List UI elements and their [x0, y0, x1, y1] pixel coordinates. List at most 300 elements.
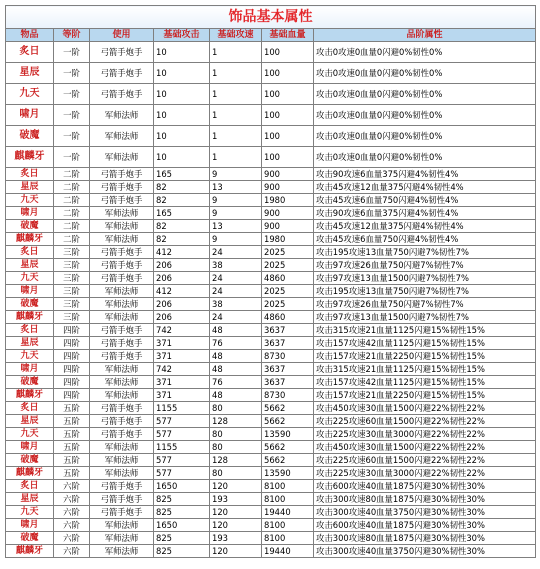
table-row — [6, 311, 536, 324]
tier-attributes-cell: 攻击157攻速42血量1125闪避15%韧性15% — [314, 337, 536, 350]
table-row — [6, 467, 536, 480]
base-attack-speed-cell: 120 — [210, 519, 262, 532]
base-attack-cell: 1155 — [154, 402, 210, 415]
table-row — [6, 105, 536, 126]
tier-cell: 二阶 — [54, 194, 90, 207]
base-attack-speed-cell: 9 — [210, 194, 262, 207]
base-attack-cell: 412 — [154, 246, 210, 259]
usage-cell: 弓箭手炮手 — [90, 350, 154, 363]
tier-attributes-cell: 攻击450攻速30血量1500闪避22%韧性22% — [314, 402, 536, 415]
tier-attributes-cell: 攻击157攻速21血量2250闪避15%韧性15% — [314, 350, 536, 363]
tier-attributes-cell: 攻击225攻速60血量1500闪避22%韧性22% — [314, 454, 536, 467]
tier-attributes-cell: 攻击45攻速6血量750闪避4%韧性4% — [314, 194, 536, 207]
tier-cell: 一阶 — [54, 105, 90, 126]
base-attack-speed-cell: 128 — [210, 454, 262, 467]
base-attack-cell: 577 — [154, 467, 210, 480]
base-attack-cell: 10 — [154, 126, 210, 147]
tier-attributes-cell: 攻击315攻速21血量1125闪避15%韧性15% — [314, 363, 536, 376]
base-attack-cell: 577 — [154, 454, 210, 467]
base-attack-cell: 371 — [154, 389, 210, 402]
base-attack-speed-cell: 1 — [210, 147, 262, 168]
base-attack-cell: 82 — [154, 220, 210, 233]
base-attack-speed-cell: 1 — [210, 63, 262, 84]
usage-cell: 弓箭手炮手 — [90, 324, 154, 337]
tier-cell: 三阶 — [54, 298, 90, 311]
base-attack-speed-cell: 193 — [210, 532, 262, 545]
base-attack-speed-cell: 24 — [210, 246, 262, 259]
usage-cell: 弓箭手炮手 — [90, 63, 154, 84]
base-hp-cell: 3637 — [262, 324, 314, 337]
header-tier-attributes: 品阶属性 — [314, 29, 536, 42]
base-attack-speed-cell: 24 — [210, 272, 262, 285]
usage-cell: 军师法师 — [90, 233, 154, 246]
table-body — [6, 42, 536, 558]
table-row — [6, 428, 536, 441]
base-hp-cell: 8100 — [262, 493, 314, 506]
accessory-attribute-table — [5, 5, 536, 558]
base-attack-speed-cell: 24 — [210, 285, 262, 298]
base-attack-cell: 10 — [154, 63, 210, 84]
base-attack-cell: 165 — [154, 168, 210, 181]
base-attack-speed-cell: 1 — [210, 105, 262, 126]
table-row — [6, 480, 536, 493]
base-attack-cell: 10 — [154, 84, 210, 105]
base-attack-cell: 825 — [154, 545, 210, 558]
usage-cell: 弓箭手炮手 — [90, 402, 154, 415]
usage-cell: 弓箭手炮手 — [90, 194, 154, 207]
usage-cell: 军师法师 — [90, 389, 154, 402]
base-hp-cell: 4860 — [262, 311, 314, 324]
header-base-attack: 基础攻击 — [154, 29, 210, 42]
table-row — [6, 147, 536, 168]
tier-cell: 一阶 — [54, 84, 90, 105]
tier-attributes-cell: 攻击450攻速30血量1500闪避22%韧性22% — [314, 441, 536, 454]
usage-cell: 弓箭手炮手 — [90, 428, 154, 441]
tier-cell: 三阶 — [54, 259, 90, 272]
base-attack-cell: 165 — [154, 207, 210, 220]
item-name-cell: 麒麟牙 — [6, 233, 54, 246]
table-row — [6, 532, 536, 545]
tier-cell: 六阶 — [54, 532, 90, 545]
tier-cell: 六阶 — [54, 493, 90, 506]
usage-cell: 弓箭手炮手 — [90, 84, 154, 105]
usage-cell: 军师法师 — [90, 285, 154, 298]
base-attack-speed-cell: 193 — [210, 493, 262, 506]
base-hp-cell: 100 — [262, 42, 314, 63]
base-hp-cell: 5662 — [262, 454, 314, 467]
tier-cell: 五阶 — [54, 454, 90, 467]
table-row — [6, 545, 536, 558]
table-row — [6, 441, 536, 454]
usage-cell: 军师法师 — [90, 519, 154, 532]
tier-attributes-cell: 攻击0攻速0血量0闪避0%韧性0% — [314, 126, 536, 147]
item-name-cell: 炙日 — [6, 246, 54, 259]
tier-cell: 四阶 — [54, 337, 90, 350]
table-row — [6, 506, 536, 519]
tier-attributes-cell: 攻击0攻速0血量0闪避0%韧性0% — [314, 147, 536, 168]
item-name-cell: 炙日 — [6, 42, 54, 63]
base-attack-cell: 371 — [154, 337, 210, 350]
tier-attributes-cell: 攻击600攻速40血量1875闪避30%韧性30% — [314, 519, 536, 532]
base-attack-speed-cell: 9 — [210, 168, 262, 181]
base-hp-cell: 13590 — [262, 467, 314, 480]
base-hp-cell: 5662 — [262, 402, 314, 415]
tier-attributes-cell: 攻击315攻速21血量1125闪避15%韧性15% — [314, 324, 536, 337]
item-name-cell: 麒麟牙 — [6, 311, 54, 324]
base-hp-cell: 19440 — [262, 506, 314, 519]
header-row — [6, 29, 536, 42]
usage-cell: 弓箭手炮手 — [90, 181, 154, 194]
item-name-cell: 炙日 — [6, 324, 54, 337]
tier-cell: 一阶 — [54, 126, 90, 147]
table-row — [6, 63, 536, 84]
table-row — [6, 493, 536, 506]
usage-cell: 军师法师 — [90, 376, 154, 389]
item-name-cell: 九天 — [6, 428, 54, 441]
tier-attributes-cell: 攻击45攻速12血量375闪避4%韧性4% — [314, 220, 536, 233]
table-row — [6, 285, 536, 298]
table-row — [6, 194, 536, 207]
base-attack-cell: 206 — [154, 298, 210, 311]
header-base-hp: 基础血量 — [262, 29, 314, 42]
usage-cell: 弓箭手炮手 — [90, 168, 154, 181]
table-row — [6, 207, 536, 220]
usage-cell: 军师法师 — [90, 467, 154, 480]
table-row — [6, 402, 536, 415]
base-hp-cell: 3637 — [262, 376, 314, 389]
tier-cell: 五阶 — [54, 428, 90, 441]
item-name-cell: 炙日 — [6, 480, 54, 493]
table-row — [6, 259, 536, 272]
table-row — [6, 298, 536, 311]
table-row — [6, 233, 536, 246]
tier-cell: 三阶 — [54, 272, 90, 285]
table-row — [6, 220, 536, 233]
base-attack-speed-cell: 80 — [210, 467, 262, 480]
base-attack-cell: 10 — [154, 147, 210, 168]
usage-cell: 军师法师 — [90, 126, 154, 147]
item-name-cell: 啸月 — [6, 441, 54, 454]
item-name-cell: 麒麟牙 — [6, 467, 54, 480]
table-row — [6, 519, 536, 532]
tier-cell: 五阶 — [54, 402, 90, 415]
base-hp-cell: 2025 — [262, 259, 314, 272]
item-name-cell: 麒麟牙 — [6, 389, 54, 402]
usage-cell: 弓箭手炮手 — [90, 259, 154, 272]
header-usage: 使用 — [90, 29, 154, 42]
base-hp-cell: 8100 — [262, 519, 314, 532]
tier-attributes-cell: 攻击225攻速30血量3000闪避22%韧性22% — [314, 467, 536, 480]
tier-attributes-cell: 攻击97攻速26血量750闪避7%韧性7% — [314, 298, 536, 311]
tier-cell: 五阶 — [54, 415, 90, 428]
base-hp-cell: 8730 — [262, 350, 314, 363]
item-name-cell: 炙日 — [6, 402, 54, 415]
base-attack-speed-cell: 38 — [210, 259, 262, 272]
tier-attributes-cell: 攻击157攻速42血量1125闪避15%韧性15% — [314, 376, 536, 389]
base-hp-cell: 3637 — [262, 337, 314, 350]
base-hp-cell: 13590 — [262, 428, 314, 441]
item-name-cell: 破魔 — [6, 126, 54, 147]
item-name-cell: 啸月 — [6, 105, 54, 126]
usage-cell: 军师法师 — [90, 147, 154, 168]
base-hp-cell: 900 — [262, 220, 314, 233]
tier-attributes-cell: 攻击225攻速60血量1500闪避22%韧性22% — [314, 415, 536, 428]
table-title: 饰品基本属性 — [6, 6, 536, 29]
base-attack-cell: 742 — [154, 363, 210, 376]
tier-attributes-cell: 攻击600攻速40血量1875闪避30%韧性30% — [314, 480, 536, 493]
tier-attributes-cell: 攻击0攻速0血量0闪避0%韧性0% — [314, 42, 536, 63]
base-attack-speed-cell: 48 — [210, 324, 262, 337]
item-name-cell: 啸月 — [6, 207, 54, 220]
base-attack-cell: 371 — [154, 376, 210, 389]
base-hp-cell: 900 — [262, 207, 314, 220]
usage-cell: 军师法师 — [90, 363, 154, 376]
usage-cell: 弓箭手炮手 — [90, 506, 154, 519]
base-attack-cell: 742 — [154, 324, 210, 337]
base-hp-cell: 5662 — [262, 415, 314, 428]
tier-attributes-cell: 攻击97攻速13血量1500闪避7%韧性7% — [314, 311, 536, 324]
base-hp-cell: 100 — [262, 84, 314, 105]
base-attack-speed-cell: 13 — [210, 181, 262, 194]
item-name-cell: 啸月 — [6, 285, 54, 298]
base-attack-cell: 82 — [154, 194, 210, 207]
table-row — [6, 350, 536, 363]
tier-attributes-cell: 攻击195攻速13血量750闪避7%韧性7% — [314, 246, 536, 259]
item-name-cell: 啸月 — [6, 519, 54, 532]
base-hp-cell: 8100 — [262, 532, 314, 545]
tier-cell: 一阶 — [54, 63, 90, 84]
tier-attributes-cell: 攻击45攻速12血量375闪避4%韧性4% — [314, 181, 536, 194]
base-hp-cell: 3637 — [262, 363, 314, 376]
tier-cell: 五阶 — [54, 441, 90, 454]
item-name-cell: 啸月 — [6, 363, 54, 376]
usage-cell: 弓箭手炮手 — [90, 493, 154, 506]
base-attack-speed-cell: 80 — [210, 402, 262, 415]
tier-cell: 六阶 — [54, 519, 90, 532]
base-attack-cell: 412 — [154, 285, 210, 298]
usage-cell: 弓箭手炮手 — [90, 246, 154, 259]
base-attack-speed-cell: 13 — [210, 220, 262, 233]
base-hp-cell: 1980 — [262, 194, 314, 207]
item-name-cell: 九天 — [6, 272, 54, 285]
tier-attributes-cell: 攻击0攻速0血量0闪避0%韧性0% — [314, 63, 536, 84]
base-hp-cell: 8730 — [262, 389, 314, 402]
table-row — [6, 415, 536, 428]
base-attack-speed-cell: 9 — [210, 233, 262, 246]
table-row — [6, 126, 536, 147]
base-attack-speed-cell: 9 — [210, 207, 262, 220]
item-name-cell: 星辰 — [6, 337, 54, 350]
item-name-cell: 破魔 — [6, 532, 54, 545]
base-attack-cell: 10 — [154, 105, 210, 126]
base-attack-cell: 825 — [154, 506, 210, 519]
base-attack-speed-cell: 80 — [210, 441, 262, 454]
usage-cell: 军师法师 — [90, 532, 154, 545]
base-attack-speed-cell: 120 — [210, 545, 262, 558]
item-name-cell: 麒麟牙 — [6, 147, 54, 168]
attribute-table-container — [5, 5, 535, 558]
base-attack-cell: 1650 — [154, 519, 210, 532]
item-name-cell: 破魔 — [6, 454, 54, 467]
base-attack-cell: 577 — [154, 415, 210, 428]
base-attack-cell: 577 — [154, 428, 210, 441]
tier-cell: 一阶 — [54, 42, 90, 63]
item-name-cell: 星辰 — [6, 415, 54, 428]
table-row — [6, 376, 536, 389]
item-name-cell: 破魔 — [6, 376, 54, 389]
tier-cell: 二阶 — [54, 233, 90, 246]
base-attack-speed-cell: 24 — [210, 311, 262, 324]
base-attack-speed-cell: 48 — [210, 389, 262, 402]
item-name-cell: 麒麟牙 — [6, 545, 54, 558]
usage-cell: 弓箭手炮手 — [90, 480, 154, 493]
tier-attributes-cell: 攻击0攻速0血量0闪避0%韧性0% — [314, 105, 536, 126]
tier-attributes-cell: 攻击157攻速21血量2250闪避15%韧性15% — [314, 389, 536, 402]
usage-cell: 军师法师 — [90, 441, 154, 454]
base-hp-cell: 100 — [262, 63, 314, 84]
tier-attributes-cell: 攻击300攻速80血量1875闪避30%韧性30% — [314, 532, 536, 545]
table-row — [6, 246, 536, 259]
tier-cell: 四阶 — [54, 376, 90, 389]
table-row — [6, 168, 536, 181]
tier-attributes-cell: 攻击300攻速80血量1875闪避30%韧性30% — [314, 493, 536, 506]
base-attack-speed-cell: 120 — [210, 480, 262, 493]
usage-cell: 军师法师 — [90, 311, 154, 324]
usage-cell: 弓箭手炮手 — [90, 415, 154, 428]
usage-cell: 军师法师 — [90, 220, 154, 233]
table-row — [6, 337, 536, 350]
base-attack-speed-cell: 48 — [210, 350, 262, 363]
tier-attributes-cell: 攻击90攻速6血量375闪避4%韧性4% — [314, 207, 536, 220]
usage-cell: 弓箭手炮手 — [90, 42, 154, 63]
base-attack-cell: 82 — [154, 181, 210, 194]
tier-cell: 一阶 — [54, 147, 90, 168]
base-hp-cell: 2025 — [262, 285, 314, 298]
tier-attributes-cell: 攻击300攻速40血量3750闪避30%韧性30% — [314, 545, 536, 558]
tier-attributes-cell: 攻击90攻速6血量375闪避4%韧性4% — [314, 168, 536, 181]
item-name-cell: 炙日 — [6, 168, 54, 181]
tier-cell: 三阶 — [54, 246, 90, 259]
usage-cell: 军师法师 — [90, 207, 154, 220]
item-name-cell: 九天 — [6, 84, 54, 105]
table-row — [6, 363, 536, 376]
base-attack-cell: 1155 — [154, 441, 210, 454]
tier-cell: 六阶 — [54, 506, 90, 519]
base-attack-speed-cell: 48 — [210, 363, 262, 376]
base-attack-speed-cell: 120 — [210, 506, 262, 519]
base-attack-speed-cell: 76 — [210, 376, 262, 389]
tier-cell: 六阶 — [54, 545, 90, 558]
tier-cell: 二阶 — [54, 220, 90, 233]
tier-cell: 四阶 — [54, 324, 90, 337]
base-attack-cell: 206 — [154, 272, 210, 285]
base-hp-cell: 900 — [262, 181, 314, 194]
base-attack-cell: 825 — [154, 532, 210, 545]
base-hp-cell: 100 — [262, 126, 314, 147]
base-attack-speed-cell: 1 — [210, 84, 262, 105]
base-attack-speed-cell: 80 — [210, 428, 262, 441]
item-name-cell: 九天 — [6, 194, 54, 207]
table-row — [6, 272, 536, 285]
base-hp-cell: 900 — [262, 168, 314, 181]
base-attack-cell: 825 — [154, 493, 210, 506]
base-hp-cell: 8100 — [262, 480, 314, 493]
table-row — [6, 324, 536, 337]
base-attack-speed-cell: 38 — [210, 298, 262, 311]
tier-attributes-cell: 攻击225攻速30血量3000闪避22%韧性22% — [314, 428, 536, 441]
tier-cell: 五阶 — [54, 467, 90, 480]
header-base-attack-speed: 基础攻速 — [210, 29, 262, 42]
tier-cell: 三阶 — [54, 311, 90, 324]
item-name-cell: 破魔 — [6, 220, 54, 233]
base-attack-cell: 82 — [154, 233, 210, 246]
usage-cell: 军师法师 — [90, 545, 154, 558]
tier-attributes-cell: 攻击97攻速26血量750闪避7%韧性7% — [314, 259, 536, 272]
tier-attributes-cell: 攻击97攻速13血量1500闪避7%韧性7% — [314, 272, 536, 285]
base-hp-cell: 2025 — [262, 298, 314, 311]
base-attack-cell: 206 — [154, 311, 210, 324]
header-tier: 等阶 — [54, 29, 90, 42]
tier-cell: 六阶 — [54, 480, 90, 493]
base-attack-speed-cell: 76 — [210, 337, 262, 350]
usage-cell: 弓箭手炮手 — [90, 337, 154, 350]
tier-attributes-cell: 攻击195攻速13血量750闪避7%韧性7% — [314, 285, 536, 298]
base-attack-cell: 1650 — [154, 480, 210, 493]
tier-cell: 四阶 — [54, 350, 90, 363]
table-row — [6, 42, 536, 63]
usage-cell: 军师法师 — [90, 298, 154, 311]
base-attack-speed-cell: 1 — [210, 126, 262, 147]
usage-cell: 军师法师 — [90, 105, 154, 126]
tier-attributes-cell: 攻击300攻速40血量3750闪避30%韧性30% — [314, 506, 536, 519]
base-attack-cell: 371 — [154, 350, 210, 363]
base-hp-cell: 100 — [262, 105, 314, 126]
base-attack-cell: 206 — [154, 259, 210, 272]
base-hp-cell: 2025 — [262, 246, 314, 259]
table-row — [6, 84, 536, 105]
tier-cell: 三阶 — [54, 285, 90, 298]
item-name-cell: 星辰 — [6, 181, 54, 194]
tier-cell: 四阶 — [54, 363, 90, 376]
base-hp-cell: 1980 — [262, 233, 314, 246]
tier-attributes-cell: 攻击0攻速0血量0闪避0%韧性0% — [314, 84, 536, 105]
tier-cell: 二阶 — [54, 207, 90, 220]
header-item: 物品 — [6, 29, 54, 42]
item-name-cell: 星辰 — [6, 63, 54, 84]
tier-cell: 四阶 — [54, 389, 90, 402]
base-attack-speed-cell: 1 — [210, 42, 262, 63]
usage-cell: 弓箭手炮手 — [90, 272, 154, 285]
base-hp-cell: 100 — [262, 147, 314, 168]
table-row — [6, 389, 536, 402]
table-row — [6, 454, 536, 467]
item-name-cell: 九天 — [6, 506, 54, 519]
base-attack-speed-cell: 128 — [210, 415, 262, 428]
tier-cell: 二阶 — [54, 181, 90, 194]
table-row — [6, 181, 536, 194]
tier-attributes-cell: 攻击45攻速6血量750闪避4%韧性4% — [314, 233, 536, 246]
base-hp-cell: 19440 — [262, 545, 314, 558]
base-hp-cell: 5662 — [262, 441, 314, 454]
item-name-cell: 星辰 — [6, 493, 54, 506]
item-name-cell: 星辰 — [6, 259, 54, 272]
tier-cell: 二阶 — [54, 168, 90, 181]
usage-cell: 军师法师 — [90, 454, 154, 467]
base-hp-cell: 4860 — [262, 272, 314, 285]
item-name-cell: 九天 — [6, 350, 54, 363]
base-attack-cell: 10 — [154, 42, 210, 63]
item-name-cell: 破魔 — [6, 298, 54, 311]
